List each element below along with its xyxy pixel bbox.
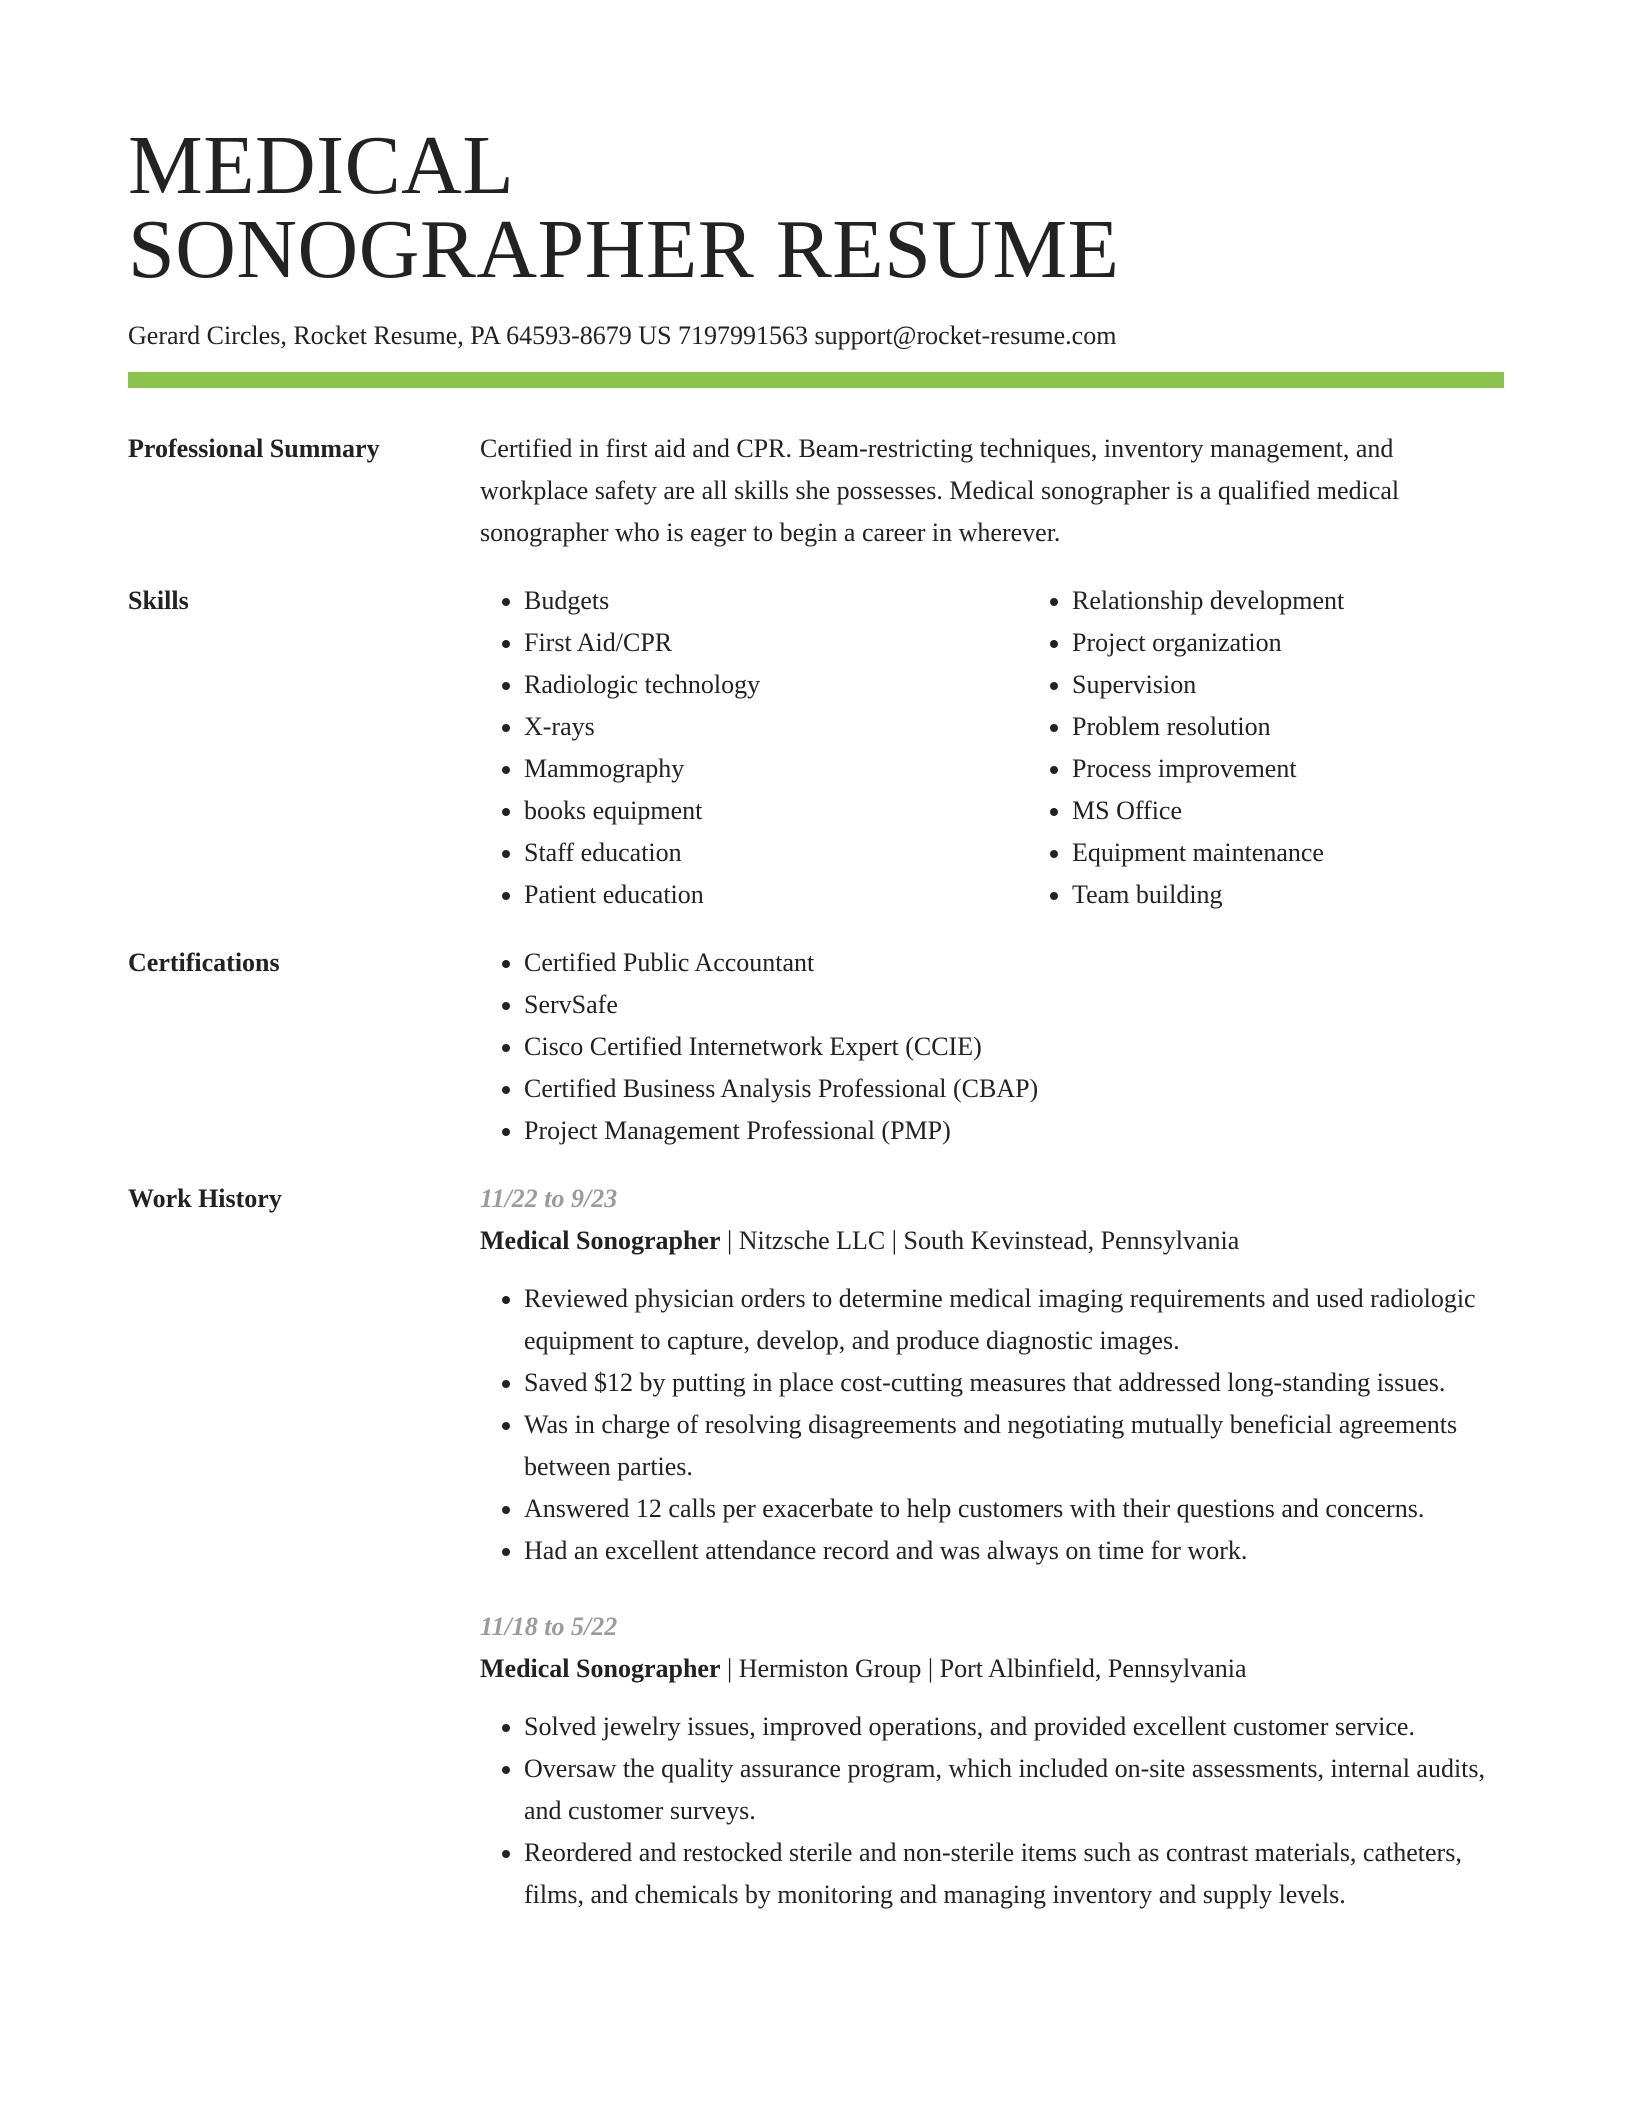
skill-item: • Supervision <box>1072 664 1576 706</box>
accent-divider <box>128 372 1504 388</box>
skills-columns <box>480 580 1576 916</box>
skill-item: • Process improvement <box>1072 748 1576 790</box>
skill-item: • X-rays <box>524 706 1028 748</box>
skill-item: • MS Office <box>1072 790 1576 832</box>
skill-item: • Problem resolution <box>1072 706 1576 748</box>
certifications-list <box>480 942 1504 1152</box>
job-entry <box>480 1606 1504 1916</box>
skills-list-right <box>1028 580 1576 916</box>
certification-item: • Certified Public Accountant <box>524 942 1504 984</box>
job-bullets <box>480 1706 1504 1916</box>
skill-item: • Budgets <box>524 580 1028 622</box>
resume-title-line1: MEDICAL <box>128 119 515 212</box>
resume-page <box>128 0 1504 1950</box>
skill-item: • Equipment maintenance <box>1072 832 1576 874</box>
job-bullet: • Answered 12 calls per exacerbate to help customers with their questions and concerns. <box>524 1488 1504 1530</box>
skills-list-left <box>480 580 1028 916</box>
job-bullet: • Reviewed physician orders to determine medical imaging requirements and used radiologic equipment to capture, develop, and produce diagnostic images. <box>524 1278 1504 1362</box>
job-bullet: • Reordered and restocked sterile and non-sterile items such as contrast materials, catheters, films, and chemicals by monitoring and managing inventory and supply levels. <box>524 1832 1504 1916</box>
certification-item: • Cisco Certified Internetwork Expert (CCIE) <box>524 1026 1504 1068</box>
summary-section <box>128 434 1504 554</box>
job-details: | Hermiston Group | Port Albinfield, Pennsylvania <box>720 1654 1247 1683</box>
work-history-label: Work History <box>128 1184 282 1213</box>
job-bullet: • Oversaw the quality assurance program, which included on-site assessments, internal audits, and customer surveys. <box>524 1748 1504 1832</box>
job-bullet: • Had an excellent attendance record and was always on time for work. <box>524 1530 1504 1572</box>
skill-item: • Mammography <box>524 748 1028 790</box>
skill-item: • Relationship development <box>1072 580 1576 622</box>
summary-text: Certified in first aid and CPR. Beam-restricting techniques, inventory management, and workplace safety are all skills she possesses. Medical sonographer is a qualified medical sonographer who is eager to begin a career in wherever. <box>480 434 1400 547</box>
certifications-label: Certifications <box>128 948 280 977</box>
certification-item: • Certified Business Analysis Professional (CBAP) <box>524 1068 1504 1110</box>
job-bullet: • Was in charge of resolving disagreements and negotiating mutually beneficial agreements between parties. <box>524 1404 1504 1488</box>
job-bullet: • Saved $12 by putting in place cost-cutting measures that addressed long-standing issues. <box>524 1362 1504 1404</box>
skills-label: Skills <box>128 586 189 615</box>
job-title: Medical Sonographer <box>480 1654 721 1683</box>
certifications-section <box>128 948 1504 1152</box>
skill-item: • Staff education <box>524 832 1028 874</box>
job-bullet: • Solved jewelry issues, improved operations, and provided excellent customer service. <box>524 1706 1504 1748</box>
resume-title-line2: SONOGRAPHER RESUME <box>128 203 1120 296</box>
job-entry <box>480 1178 1504 1572</box>
skill-item: • First Aid/CPR <box>524 622 1028 664</box>
summary-label: Professional Summary <box>128 434 380 463</box>
skill-item: • Radiologic technology <box>524 664 1028 706</box>
contact-info: Gerard Circles, Rocket Resume, PA 64593-8679 US 7197991563 support@rocket-resume.com <box>128 321 1117 350</box>
skill-item: • Patient education <box>524 874 1028 916</box>
skill-item: • Project organization <box>1072 622 1576 664</box>
job-date: 11/18 to 5/22 <box>480 1612 618 1641</box>
job-date: 11/22 to 9/23 <box>480 1184 618 1213</box>
job-details: | Nitzsche LLC | South Kevinstead, Pennsylvania <box>720 1226 1240 1255</box>
certification-item: • Project Management Professional (PMP) <box>524 1110 1504 1152</box>
work-history-section <box>128 1184 1504 1950</box>
resume-title <box>128 0 1504 296</box>
skill-item: • books equipment <box>524 790 1028 832</box>
certification-item: • ServSafe <box>524 984 1504 1026</box>
job-title: Medical Sonographer <box>480 1226 721 1255</box>
skill-item: • Team building <box>1072 874 1576 916</box>
job-title-line <box>480 1220 1504 1262</box>
job-bullets <box>480 1278 1504 1572</box>
job-title-line <box>480 1648 1504 1690</box>
skills-section <box>128 586 1504 916</box>
